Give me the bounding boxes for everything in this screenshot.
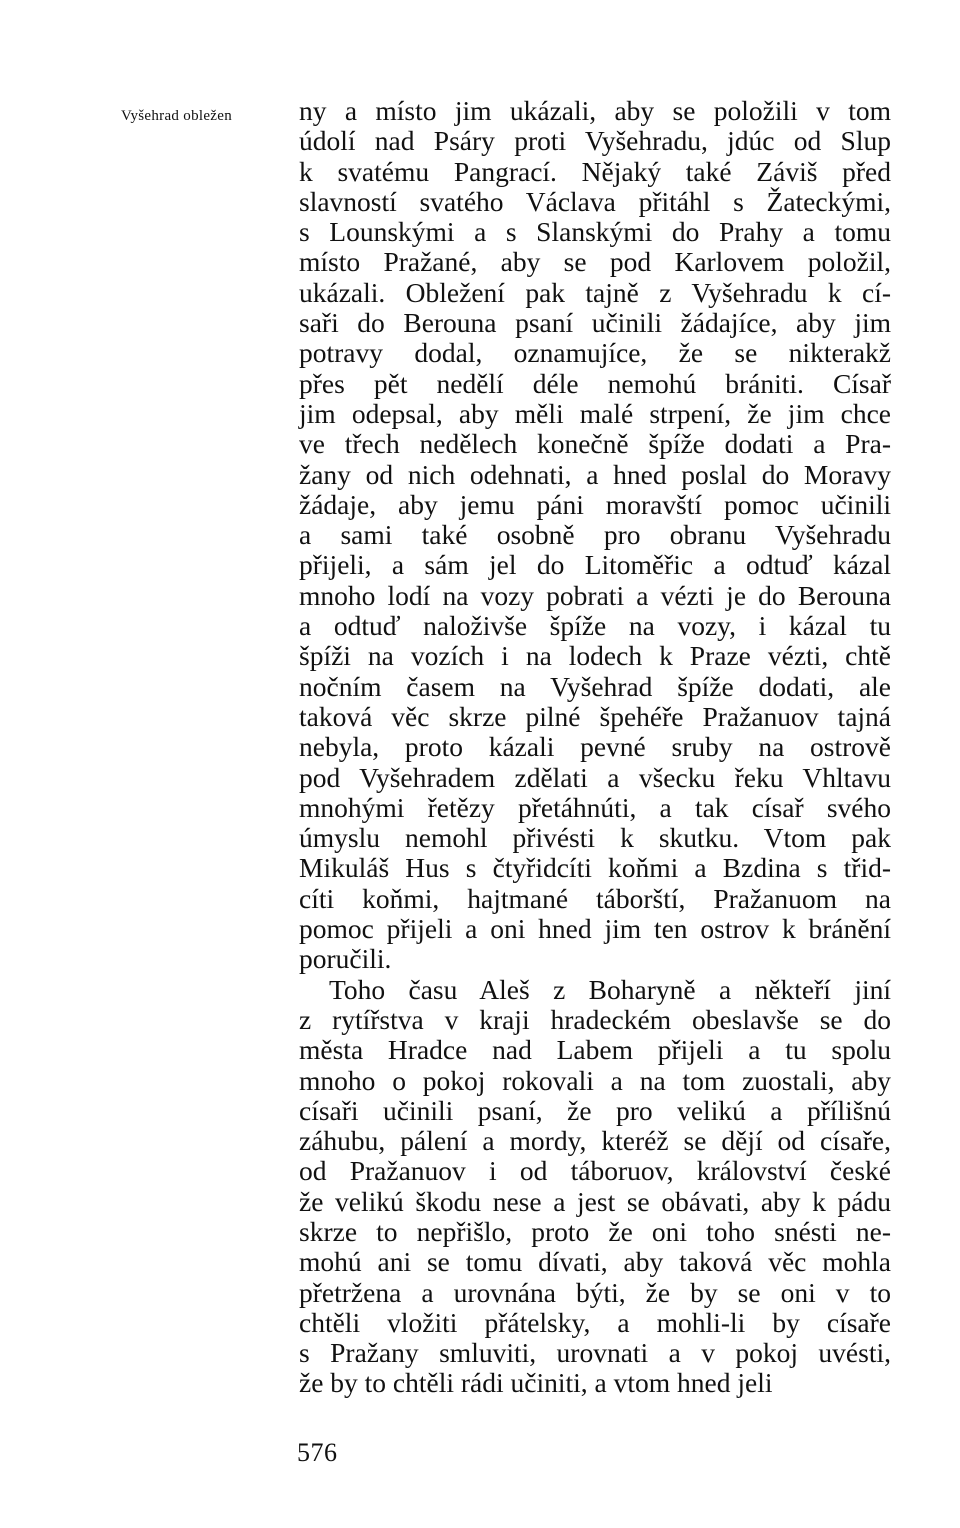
- text-line: mnoho lodí na vozy pobrati a vézti je do Berouna: [299, 579, 891, 611]
- text-line: přes pět nedělí déle nemohú brániti. Císař: [299, 367, 891, 399]
- text-line: Toho času Aleš z Boharyně a někteří jiní: [329, 973, 891, 1005]
- text-line: že velikú škodu nese a jest se obávati, aby k pádu: [299, 1185, 891, 1217]
- text-line: a odtuď naloživše špíže na vozy, i kázal tu: [299, 610, 891, 642]
- text-line: a sami také osobně pro obranu Vyšehradu: [299, 519, 891, 551]
- text-line: pomoc přijeli a oni hned jim ten ostrov k bránění: [299, 913, 891, 945]
- text-line: mohú ani se tomu dívati, aby taková věc mohla: [299, 1246, 891, 1278]
- text-line: Mikuláš Hus s čtyřidcíti koňmi a Bzdina s třid-: [299, 852, 891, 884]
- text-line: města Hradce nad Labem přijeli a tu spolu: [299, 1034, 891, 1066]
- text-line: s Pražany smluviti, urovnati a v pokoj uvésti,: [299, 1337, 891, 1369]
- text-line: přetržena a urovnána býti, že by se oni v to: [299, 1276, 891, 1308]
- text-line: místo Pražané, aby se pod Karlovem položil,: [299, 246, 891, 278]
- text-line: z rytířstva v kraji hradeckém obeslavše se do: [299, 1003, 891, 1035]
- text-line: poručili.: [299, 943, 392, 975]
- text-line: nebyla, proto kázali pevné sruby na ostrově: [299, 731, 891, 763]
- text-line: že by to chtěli rádi učiniti, a vtom hned jeli: [299, 1367, 773, 1399]
- text-line: nočním časem na Vyšehrad špíže dodati, ale: [299, 670, 891, 702]
- text-line: saři do Berouna psaní učinili žádajíce, aby jim: [299, 307, 891, 339]
- text-line: úmyslu nemohl přivésti k skutku. Vtom pak: [299, 822, 891, 854]
- text-line: slavností svatého Václava přitáhl s Žateckými,: [299, 185, 891, 217]
- text-line: pod Vyšehradem zdělati a všecku řeku Vhltavu: [299, 761, 891, 793]
- text-line: jim odepsal, aby měli malé strpení, že jim chce: [299, 397, 891, 429]
- text-line: taková věc skrze pilné špehéře Pražanuov tajná: [299, 700, 891, 732]
- body-text: [299, 96, 891, 1399]
- page-number: 576: [297, 1438, 338, 1467]
- text-line: ny a místo jim ukázali, aby se položili v tom: [299, 95, 891, 126]
- text-line: ve třech nedělech konečně špíže dodati a Pra-: [299, 428, 891, 460]
- text-line: skrze to nepřišlo, proto že oni toho snésti ne-: [299, 1215, 891, 1247]
- text-line: přijeli, a sám jel do Litoměřic a odtuď kázal: [299, 549, 891, 581]
- text-line: cíti koňmi, hajtmané táborští, Pražanuom na: [299, 882, 891, 914]
- text-line: záhubu, pálení a mordy, kteréž se dějí od císaře,: [299, 1125, 891, 1157]
- text-line: žany od nich odehnati, a hned poslal do Moravy: [299, 458, 891, 490]
- text-line: žádaje, aby jemu páni moravští pomoc učinili: [299, 488, 891, 520]
- text-line: mnohými řetězy přetáhnúti, a tak císař svého: [299, 791, 891, 823]
- text-line: od Pražanuov i od táboruov, království české: [299, 1155, 891, 1187]
- text-line: s Lounskými a s Slanskými do Prahy a tomu: [299, 216, 891, 248]
- text-line: císaři učinili psaní, že pro velikú a přílišnú: [299, 1094, 891, 1126]
- text-line: mnoho o pokoj rokovali a na tom zuostali, aby: [299, 1064, 891, 1096]
- text-line: k svatému Pangrací. Nějaký také Záviš před: [299, 155, 891, 187]
- text-line: ukázali. Obležení pak tajně z Vyšehradu k cí-: [299, 276, 891, 308]
- text-line: špíži na vozích i na lodech k Praze vézti, chtě: [299, 640, 891, 672]
- text-line: potravy dodal, oznamujíce, že se nikterakž: [299, 337, 891, 369]
- text-line: údolí nad Psáry proti Vyšehradu, jdúc od Slup: [299, 125, 891, 157]
- text-line: chtěli vložiti přátelsky, a mohli-li by císaře: [299, 1306, 891, 1338]
- marginal-note: Vyšehrad obležen: [121, 108, 233, 124]
